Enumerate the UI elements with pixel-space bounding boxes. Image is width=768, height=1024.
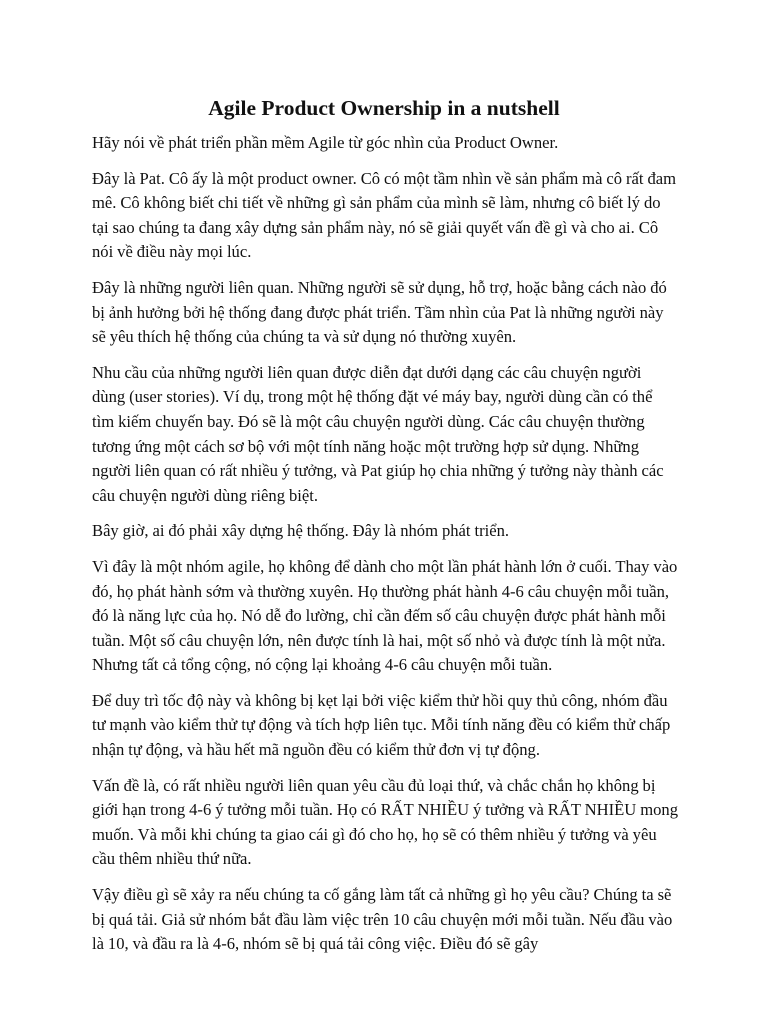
- paragraph-problem: Vấn đề là, có rất nhiều người liên quan yêu cầu đủ loại thứ, và chắc chắn họ không bị giới hạn trong 4-6 ý tưởng mỗi tuần. Họ có RẤT NHIỀU ý tưởng và RẤT NHIỀU mong muốn. Và mỗi khi chúng ta giao cái gì đó cho họ, họ sẽ có thêm nhiều ý tưởng và yêu cầu thêm nhiều thứ nữa.: [92, 775, 678, 869]
- paragraph-stakeholders: Đây là những người liên quan. Những người sẽ sử dụng, hỗ trợ, hoặc bằng cách nào đó bị ảnh hưởng bởi hệ thống đang được phát triển. Tầm nhìn của Pat là những người này sẽ yêu thích hệ thống của chúng ta và sử dụng nó thường xuyên.: [92, 277, 667, 347]
- paragraph-overload: Vậy điều gì sẽ xảy ra nếu chúng ta cố gắng làm tất cả những gì họ yêu cầu? Chúng ta sẽ bị quá tải. Giả sử nhóm bắt đầu làm việc trên 10 câu chuyện mới mỗi tuần. Nếu đầu vào là 10, và đầu ra là 4-6, nhóm sẽ bị quá tải công việc. Điều đó sẽ gây: [92, 885, 673, 954]
- document-body: [92, 131, 678, 968]
- paragraph-pat: Đây là Pat. Cô ấy là một product owner. Cô có một tầm nhìn về sản phẩm mà cô rất đam mê. Cô không biết chi tiết về những gì sản phẩm của mình sẽ làm, nhưng cô biết lý do tại sao chúng ta đang xây dựng sản phẩm này, nó sẽ giải quyết vấn đề gì và cho ai. Cô nói về điều này mọi lúc.: [92, 168, 677, 262]
- paragraph-testing: Để duy trì tốc độ này và không bị kẹt lại bởi việc kiểm thử hồi quy thủ công, nhóm đầu tư mạnh vào kiểm thử tự động và tích hợp liên tục. Mỗi tính năng đều có kiểm thử chấp nhận tự động, và hầu hết mã nguồn đều có kiểm thử đơn vị tự động.: [92, 690, 671, 760]
- paragraph-dev-team: Bây giờ, ai đó phải xây dựng hệ thống. Đây là nhóm phát triển.: [92, 521, 510, 541]
- paragraph-intro: Hãy nói về phát triển phần mềm Agile từ góc nhìn của Product Owner.: [92, 133, 559, 152]
- paragraph-agile-team: Vì đây là một nhóm agile, họ không để dành cho một lần phát hành lớn ở cuối. Thay vào đó, họ phát hành sớm và thường xuyên. Họ thường phát hành 4-6 câu chuyện mỗi tuần, đó là năng lực của họ. Nó dễ đo lường, chỉ cần đếm số câu chuyện được phát hành mỗi tuần. Một số câu chuyện lớn, nên được tính là hai, một số nhỏ và được tính là một nửa. Nhưng tất cả tổng cộng, nó cộng lại khoảng 4-6 câu chuyện mỗi tuần.: [92, 556, 678, 675]
- document-title: Agile Product Ownership in a nutshell: [208, 96, 560, 120]
- paragraph-user-stories: Nhu cầu của những người liên quan được diễn đạt dưới dạng các câu chuyện người dùng (user stories). Ví dụ, trong một hệ thống đặt vé máy bay, người dùng cần có thể tìm kiếm chuyến bay. Đó sẽ là một câu chuyện người dùng. Các câu chuyện thường tương ứng một cách sơ bộ với một tính năng hoặc một trường hợp sử dụng. Những người liên quan có rất nhiều ý tưởng, và Pat giúp họ chia những ý tưởng này thành các câu chuyện người dùng riêng biệt.: [92, 362, 664, 505]
